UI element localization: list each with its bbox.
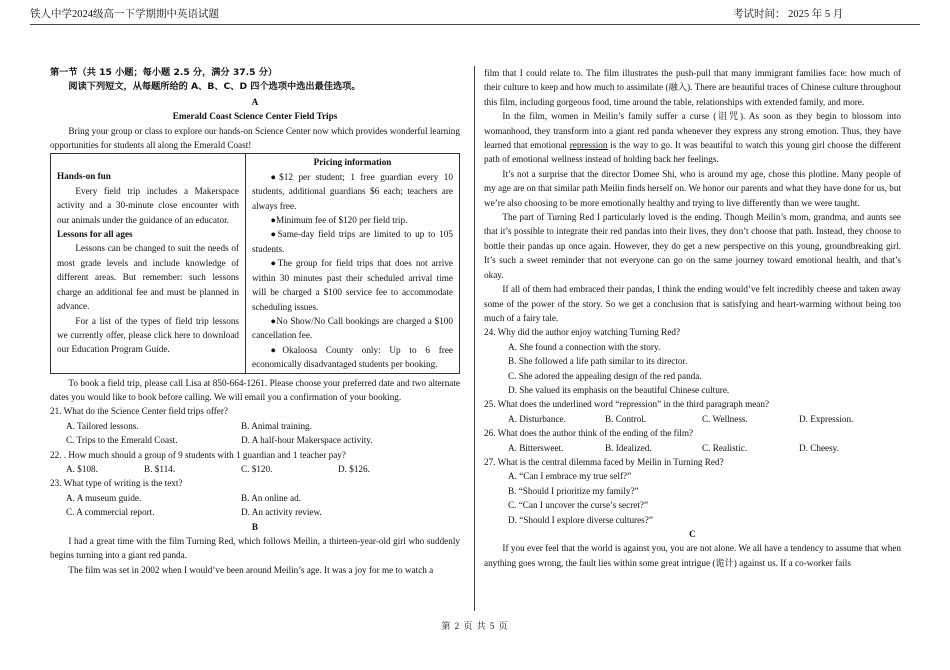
option: B. She followed a life path similar to its director. — [508, 356, 688, 367]
question-22-options — [50, 462, 460, 476]
question-24: 24. Why did the author enjoy watching Turning Red? — [484, 327, 681, 338]
passage-a-letter: A — [251, 96, 259, 107]
question-23-options — [50, 491, 460, 505]
question-21-options — [50, 433, 460, 447]
page-number: 第 2 页 共 5 页 — [441, 621, 509, 631]
option: C. $120. — [241, 463, 273, 474]
option: A. A museum guide. — [66, 492, 142, 503]
question-25: 25. What does the underlined word “repression” in the third paragraph mean? — [484, 399, 770, 410]
info-table-right — [245, 154, 459, 372]
left-column — [50, 66, 460, 577]
p3-text: is the way to go. It was beautiful to watch this young girl choose the different path of emotional wellness instead of holding back her feelings. — [484, 140, 901, 165]
passage-a-intro: Bring your group or class to explore our hands-on Science Center now which provides wonderful learning opportunities for students all along the Emerald Coast! — [50, 125, 460, 151]
option: B. Control. — [605, 413, 647, 424]
option: A. Disturbance. — [508, 413, 566, 424]
passage-b-p2-start: The film was set in 2002 when I would’ve been around Meilin’s age. It was a joy for me to watch a — [68, 564, 434, 575]
passage-c-p1: If you ever feel that the world is against you, you are not alone. We all have a tendency to assume that when anything goes wrong, the fault lies within some great intrigue (诡计) against us. If a co-worker fails — [484, 543, 901, 568]
lessons-text: Lessons can be changed to suit the needs of most grade levels and include knowledge of different areas. But remember: such lessons charge an additional fee and must be planned in advance. — [57, 243, 239, 312]
option: D. “Should I explore diverse cultures?” — [508, 514, 653, 525]
info-table-left — [51, 154, 245, 372]
option: C. Trips to the Emerald Coast. — [66, 435, 178, 446]
underlined-word: repression — [569, 140, 608, 151]
option: A. “Can I embrace my true self?” — [508, 471, 632, 482]
p3-text: In the film, women in Meilin’s family suffer a curse (诅咒). As soon as they begin to blossom into womanhood, they transform into a giant red panda whenever they express any strong emotion. Thus, they have learned that emotional — [484, 111, 901, 151]
question-25-options — [484, 412, 901, 426]
option: A. Bittersweet. — [508, 442, 564, 453]
passage-b-p5: The part of Turning Red I particularly loved is the ending. Though Meilin’s mom, grandma, and aunts see that it’s possible to integrate their red pandas into their lives, they don’t choose that path. Instead, they choose to bottle their pandas up once again. However, they do get a new perspective on this young, groundbreaking girl. It’s such a sweet reminder that not everyone can go on the same journey toward emotional health, and that’s okay. — [484, 212, 901, 280]
option: B. An online ad. — [241, 492, 301, 503]
option: C. She adored the appealing design of the red panda. — [508, 370, 702, 381]
pricing-item: ●Okaloosa County only: Up to 6 free economically disadvantaged students per booking. — [252, 344, 453, 370]
passage-b-p3 — [484, 109, 901, 167]
lessons-heading: Lessons for all ages — [57, 229, 133, 240]
question-26-options — [484, 441, 901, 455]
option: D. $126. — [338, 463, 370, 474]
pricing-item: ●Minimum fee of $120 per field trip. — [270, 215, 408, 226]
question-26: 26. What does the author think of the ending of the film? — [484, 428, 694, 439]
option: A. Tailored lessons. — [66, 420, 139, 431]
option: C. Wellness. — [702, 413, 748, 424]
option: B. Animal training. — [241, 420, 312, 431]
option: B. $114. — [144, 463, 176, 474]
option: C. “Can I uncover the curse’s secret?” — [508, 500, 649, 511]
pricing-item: ●Same-day field trips are limited to up to 105 students. — [252, 229, 453, 254]
option: D. Cheesy. — [799, 442, 839, 453]
question-22: 22. . How much should a group of 9 students with 1 guardian and 1 teacher pay? — [50, 449, 346, 460]
hands-on-heading: Hands-on fun — [57, 171, 111, 182]
option: D. Expression. — [799, 413, 854, 424]
hands-on-text: Every field trip includes a Makerspace activity and a 30-minute close encounter with our animals under the guidance of an educator. — [57, 185, 239, 225]
pricing-item: ●No Show/No Call bookings are charged a $100 cancellation fee. — [252, 315, 453, 341]
passage-b-p2-cont: film that I could relate to. The film illustrates the push-pull that many immigrant families face: how much of their culture to keep and how much to assimilate (融入). There are beautiful traces of Chinese culture throughout this film, including gorgeous food, time around the table, relationships with extended family, and more. — [484, 68, 901, 107]
question-23-options — [50, 505, 460, 519]
option: C. A commercial report. — [66, 507, 155, 518]
question-27: 27. What is the central dilemma faced by Meilin in Turning Red? — [484, 456, 724, 467]
option: B. Idealized. — [605, 442, 652, 453]
pricing-item: ●$12 per student; 1 free guardian every 10 students, additional guardians $6 each; teachers are always free. — [252, 171, 453, 211]
passage-c-letter: C — [689, 529, 696, 539]
booking-text: To book a field trip, please call Lisa at 850-664-1261. Please choose your preferred date and two alternate dates you would like to book before calling. We will email you a confirmation of your booking. — [50, 377, 460, 402]
section-instruction: 阅读下列短文，从每题所给的 A、B、C、D 四个选项中选出最佳选项。 — [68, 81, 361, 93]
passage-b-p4: It’s not a surprise that the director Domee Shi, who is around my age, chose this plotline. Many people of my age are on that similar path Meilin finds herself on. We honor our parents and what they have done for us, but we’re also choosing to be more emotionally healthy and trying to live differently than we were taught. — [484, 168, 902, 208]
option: A. She found a connection with the story. — [508, 341, 661, 352]
exam-header-title: 铁人中学2024级高一下学期期中英语试题 — [30, 9, 219, 20]
passage-b-p6: If all of them had embraced their pandas, I think the ending would’ve felt incredibly cheese and taken away some of the power of the story. So we get a conclusion that is satisfying and heart-warming without being too much of a fairy tale. — [484, 284, 901, 323]
pricing-heading: Pricing information — [313, 157, 392, 168]
option: A. $108. — [66, 463, 98, 474]
option: D. An activity review. — [241, 507, 322, 518]
section-title: 第一节（共 15 小题；每小题 2.5 分，满分 37.5 分） — [50, 67, 278, 78]
passage-a-title: Emerald Coast Science Center Field Trips — [172, 111, 338, 122]
option: D. She valued its emphasis on the beautiful Chinese culture. — [508, 384, 730, 395]
info-table — [50, 153, 460, 373]
spacer — [57, 155, 239, 169]
option: B. “Should I prioritize my family?” — [508, 485, 639, 496]
option: C. Realistic. — [702, 442, 748, 453]
header-divider — [30, 24, 920, 25]
passage-b-letter: B — [251, 521, 259, 532]
question-23: 23. What type of writing is the text? — [50, 478, 183, 489]
question-21-options — [50, 419, 460, 433]
option: D. A half-hour Makerspace activity. — [241, 435, 373, 446]
pricing-item: ●The group for field trips that does not arrive within 30 minutes past their scheduled arrival time will be charged a $100 service fee to accommodate scheduling issues. — [252, 258, 453, 312]
right-column — [484, 66, 901, 570]
passage-b-p1: I had a great time with the film Turning Red, which follows Meilin, a thirteen-year-old girl who suddenly begins turning into a giant red panda. — [50, 536, 460, 561]
question-21: 21. What do the Science Center field trips offer? — [50, 406, 228, 417]
column-divider — [474, 66, 475, 611]
exam-header-date: 考试时间： 2025 年 5 月 — [733, 9, 844, 20]
program-guide-text: For a list of the types of field trip lessons we currently offer, please click here to download our Education Program Guide. — [57, 315, 239, 355]
